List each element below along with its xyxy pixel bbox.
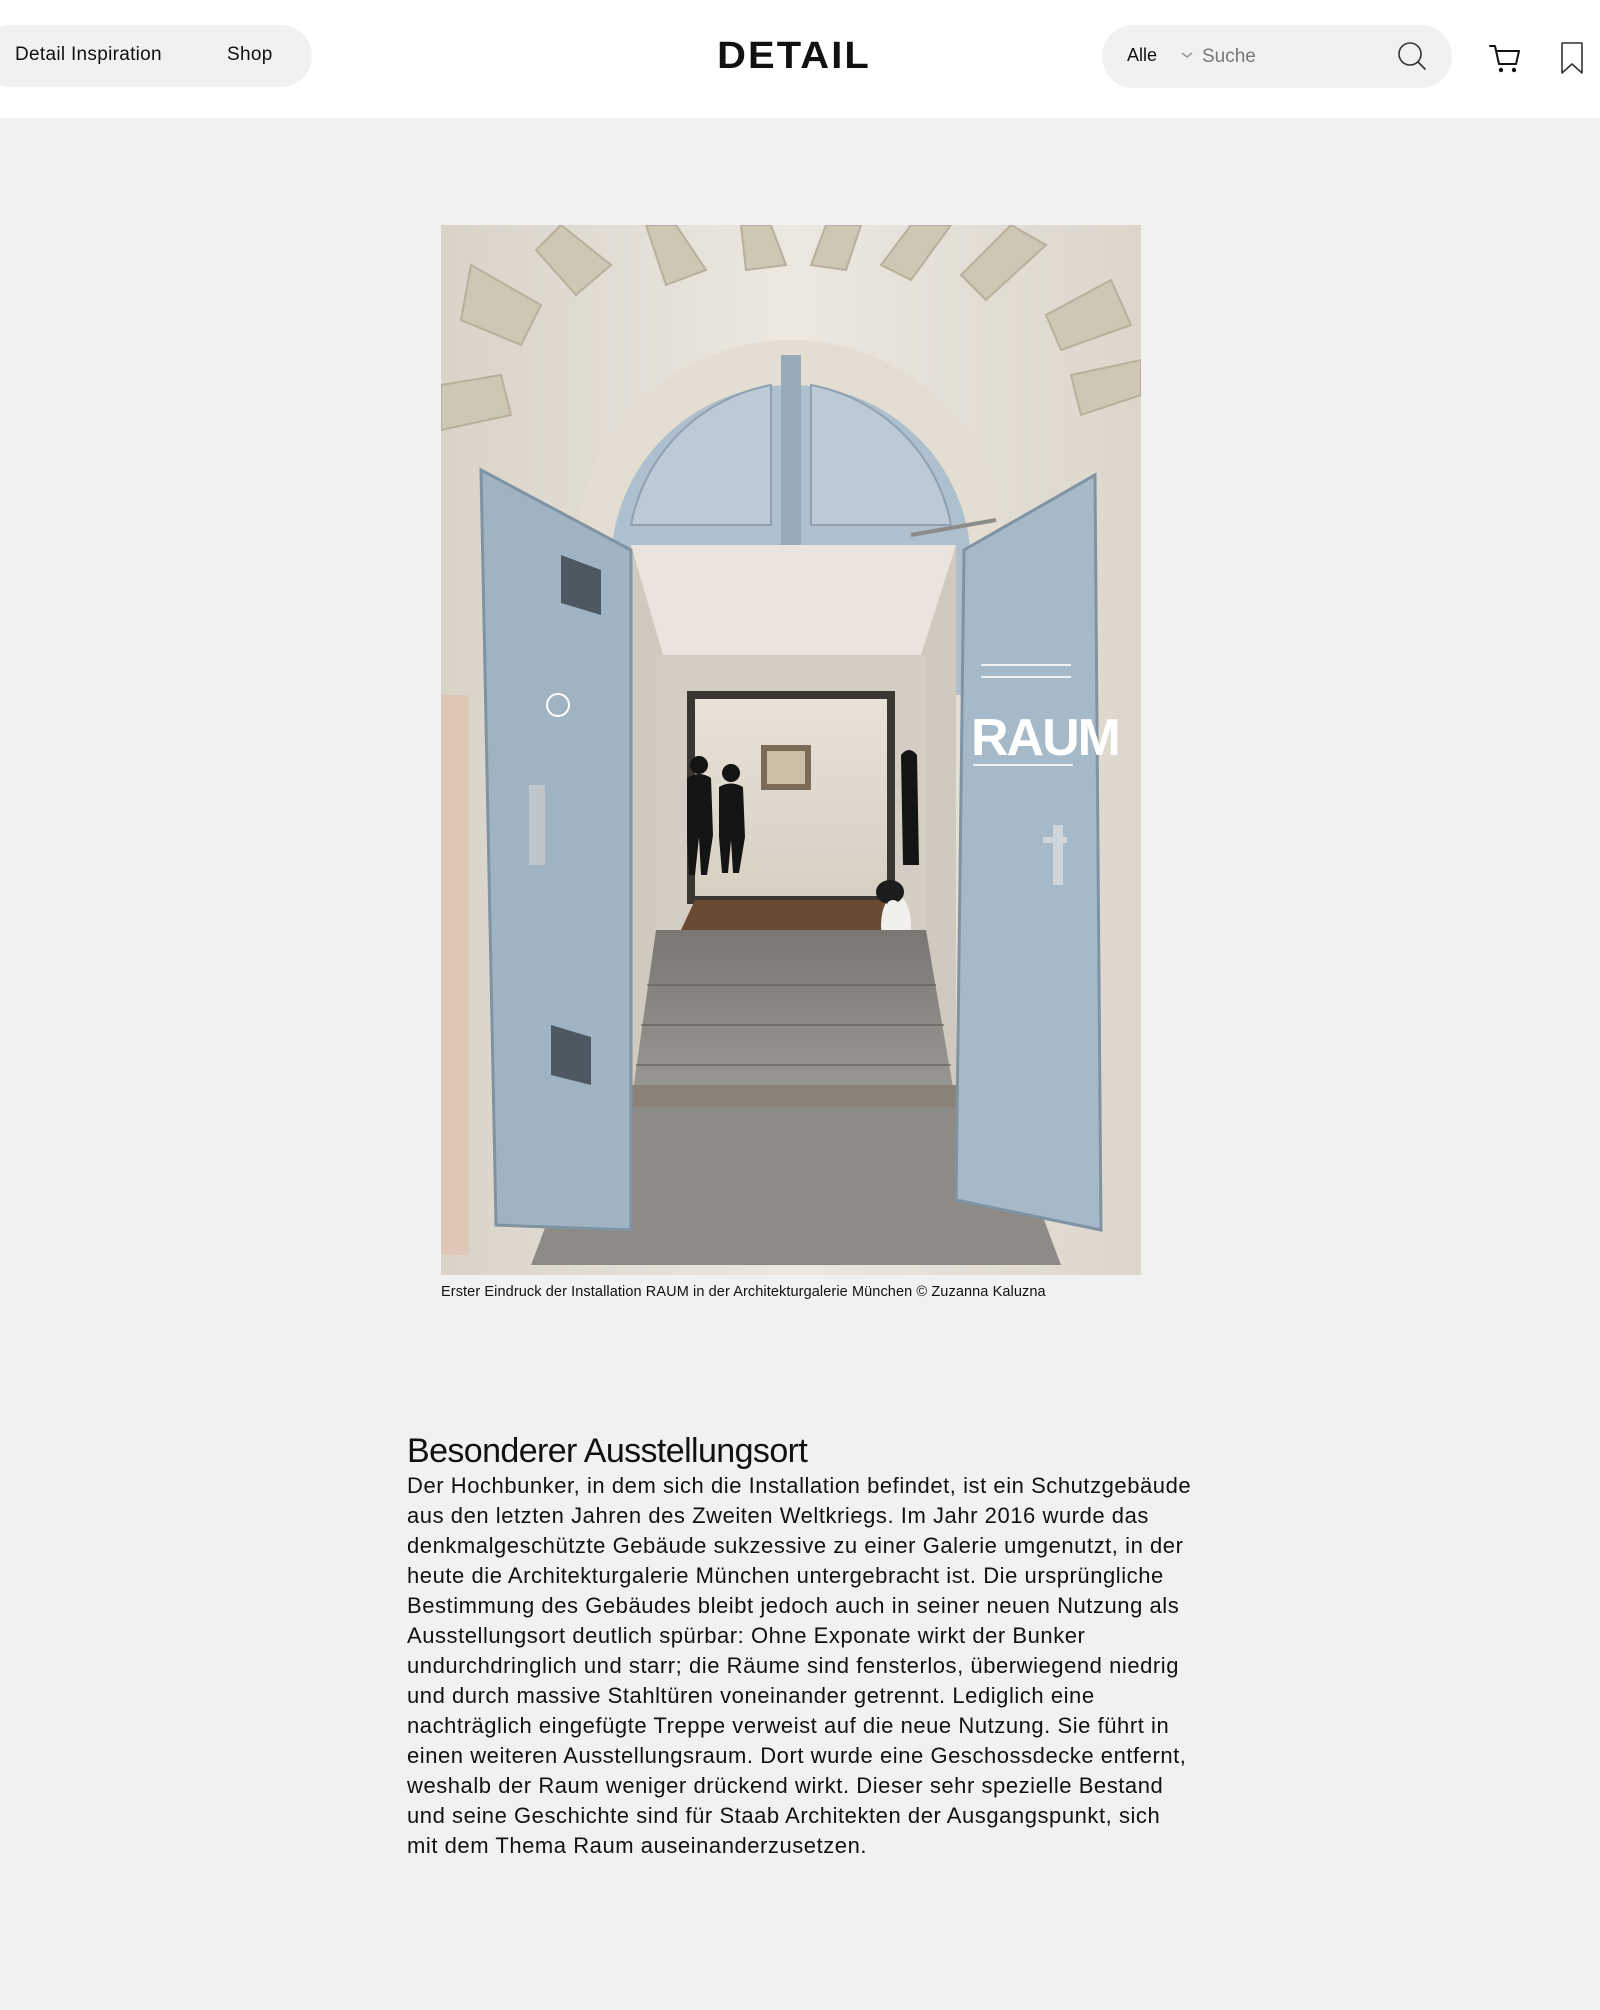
photo-caption: Erster Eindruck der Installation RAUM in der Architekturgalerie München © Zuzanna Kaluzna [441,1284,1046,1300]
detail-logo[interactable]: DETAIL [717,34,871,77]
chevron-down-icon[interactable] [1180,48,1194,62]
article-paragraph: Der Hochbunker, in dem sich die Installation befindet, ist ein Schutzgebäude aus den letzten Jahren des Zweiten Weltkriegs. Im Jahr 2016 wurde das denkmalgeschützte Gebäude sukzessive zu einer Galerie umgenutzt, in der heute die Architekturgalerie München untergebracht ist. Die ursprüngliche Bestimmung des Gebäudes bleibt jedoch auch in seiner neuen Nutzung als Ausstellungsort deutlich spürbar: Ohne Exponate wirkt der Bunker undurchdringlich und starr; die Räume sind fensterlos, überwiegend niedrig und durch massive Stahltüren voneinander getrennt. Lediglich eine nachträglich eingefügte Treppe verweist auf die neue Nutzung. Sie führt in einen weiteren Ausstellungsraum. Dort wurde eine Geschossdecke entfernt, weshalb der Raum weniger drückend wirkt. Dieser sehr spezielle Bestand und seine Geschichte sind für Staab Architekten der Ausgangspunkt, sich mit dem Thema Raum auseinanderzusetzen. [407,1473,1192,1858]
search-icon[interactable] [1396,40,1428,72]
raum-sign: RAUM [971,709,1119,767]
bookmark-icon[interactable] [1560,41,1584,75]
nav-link-detail-inspiration[interactable]: Detail Inspiration [15,44,162,65]
exhibition-entrance-illustration [441,225,1141,1275]
nav-link-shop[interactable]: Shop [227,44,273,65]
search-input[interactable] [1200,38,1384,76]
site-header [0,0,1600,118]
search-scope-select[interactable]: Alle [1127,45,1158,65]
article-photo [441,225,1141,1275]
cart-icon[interactable] [1488,41,1522,75]
section-heading: Besonderer Ausstellungsort [407,1432,808,1470]
